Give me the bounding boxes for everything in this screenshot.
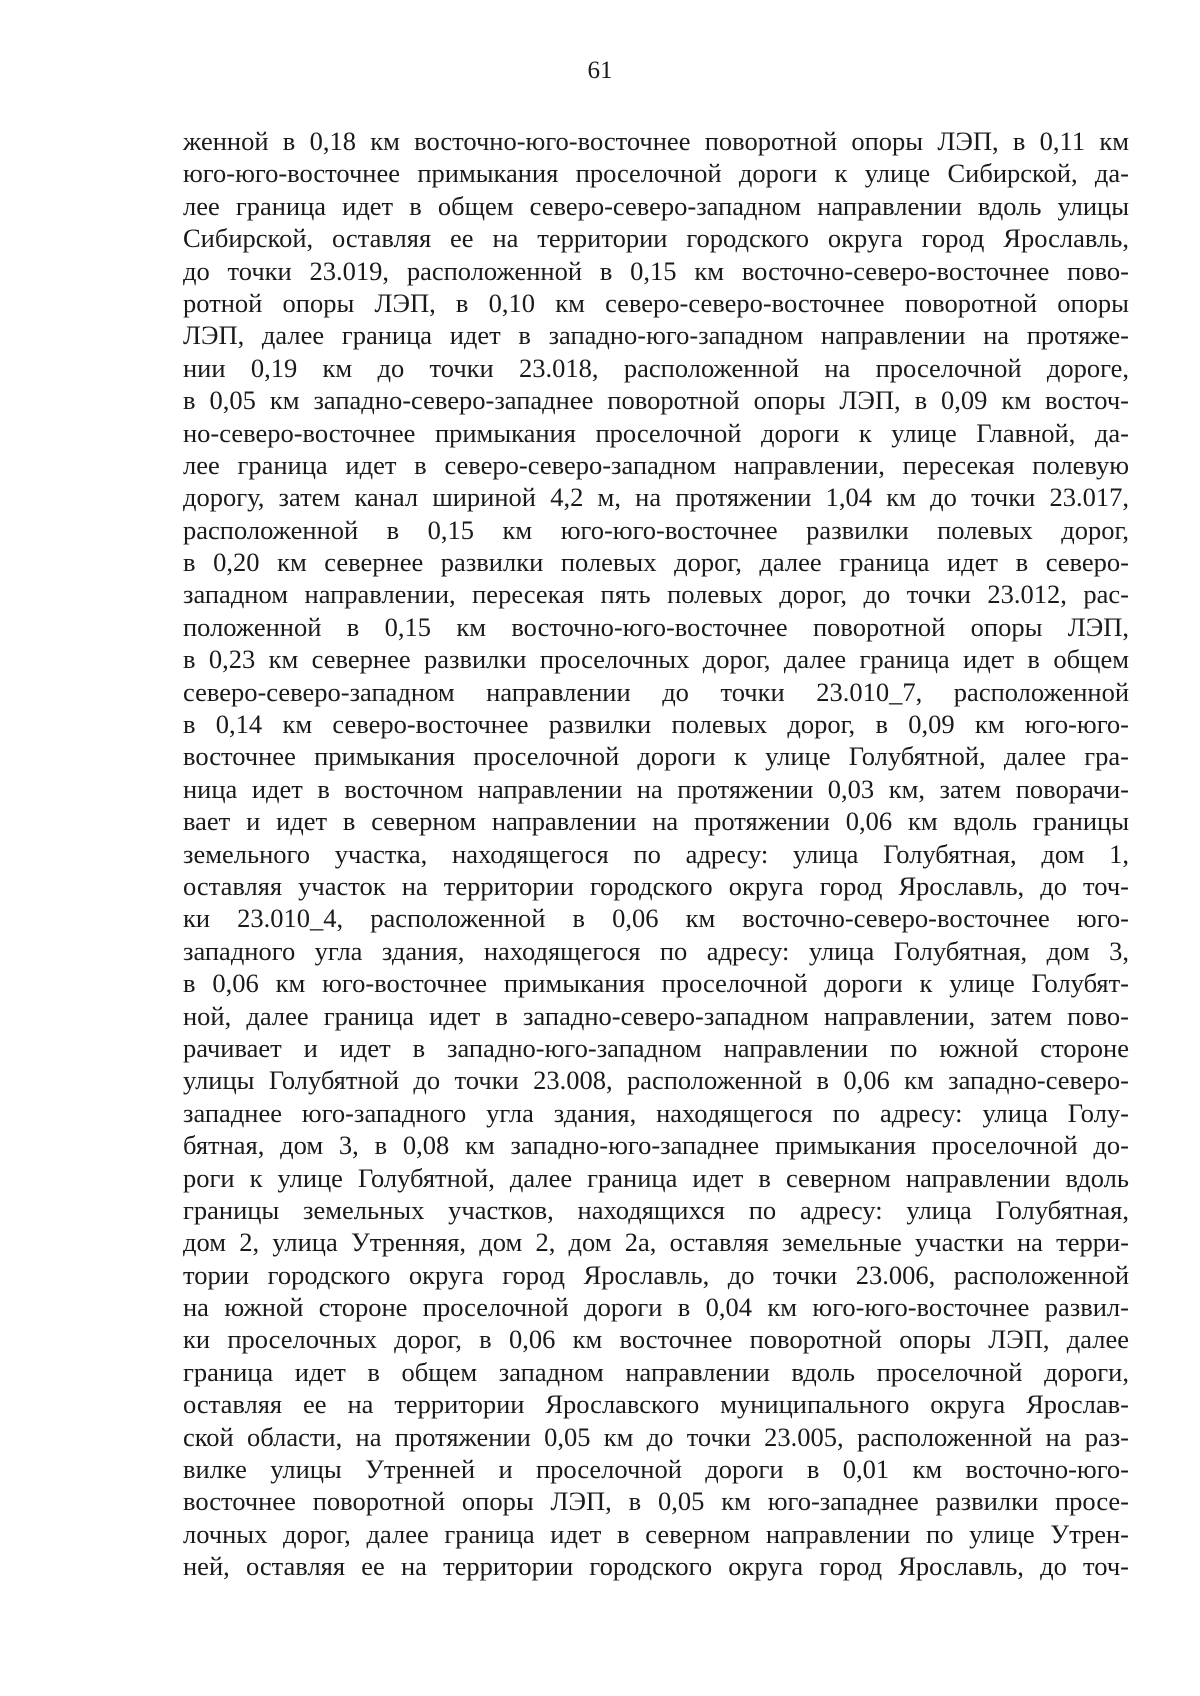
text-line: земельного участка, находящегося по адресу: улица Голубятная, дом 1, — [183, 838, 1129, 869]
text-line: западного угла здания, находящегося по адресу: улица Голубятная, дом 3, — [183, 935, 1129, 966]
text-line: вает и идет в северном направлении на протяжении 0,06 км вдоль границы — [183, 806, 1129, 837]
text-line: рачивает и идет в западно-юго-западном направлении по южной стороне — [183, 1032, 1129, 1063]
body-text — [183, 125, 1129, 1583]
text-line: на южной стороне проселочной дороги в 0,04 км юго-юго-восточнее развил- — [183, 1292, 1129, 1323]
text-line: до точки 23.019, расположенной в 0,15 км восточно-северо-восточнее пово- — [183, 255, 1129, 286]
text-line: бятная, дом 3, в 0,08 км западно-юго-западнее примыкания проселочной до- — [183, 1130, 1129, 1161]
text-line: вилке улицы Утренней и проселочной дороги в 0,01 км восточно-юго- — [183, 1454, 1129, 1485]
text-line: ки проселочных дорог, в 0,06 км восточнее поворотной опоры ЛЭП, далее — [183, 1324, 1129, 1355]
text-line: дорогу, затем канал шириной 4,2 м, на протяжении 1,04 км до точки 23.017, — [183, 482, 1129, 513]
text-line: в 0,06 км юго-восточнее примыкания проселочной дороги к улице Голубят- — [183, 968, 1129, 999]
text-line: ской области, на протяжении 0,05 км до точки 23.005, расположенной на раз- — [183, 1421, 1129, 1452]
text-line: тории городского округа город Ярославль, до точки 23.006, расположенной — [183, 1259, 1129, 1290]
text-line: лее граница идет в общем северо-северо-западном направлении вдоль улицы — [183, 190, 1129, 221]
text-line: ротной опоры ЛЭП, в 0,10 км северо-северо-восточнее поворотной опоры — [183, 287, 1129, 318]
page-number: 61 — [587, 57, 613, 84]
text-line: положенной в 0,15 км восточно-юго-восточнее поворотной опоры ЛЭП, — [183, 611, 1129, 642]
text-line: женной в 0,18 км восточно-юго-восточнее поворотной опоры ЛЭП, в 0,11 км — [183, 126, 1129, 156]
text-line: нии 0,19 км до точки 23.018, расположенной на проселочной дороге, — [183, 352, 1129, 383]
text-line: границы земельных участков, находящихся по адресу: улица Голубятная, — [183, 1194, 1129, 1225]
text-line: восточнее поворотной опоры ЛЭП, в 0,05 км юго-западнее развилки просе- — [183, 1486, 1129, 1517]
text-line: западнее юго-западного угла здания, находящегося по адресу: улица Голу- — [183, 1097, 1129, 1128]
text-line: восточнее примыкания проселочной дороги к улице Голубятной, далее гра- — [183, 741, 1129, 772]
text-line: ница идет в восточном направлении на протяжении 0,03 км, затем поворачи- — [183, 773, 1129, 804]
text-line: в 0,23 км севернее развилки проселочных дорог, далее граница идет в общем — [183, 644, 1129, 675]
text-line: лочных дорог, далее граница идет в северном направлении по улице Утрен- — [183, 1518, 1129, 1549]
text-line: дом 2, улица Утренняя, дом 2, дом 2а, оставляя земельные участки на терри- — [183, 1227, 1129, 1258]
text-line: в 0,20 км севернее развилки полевых дорог, далее граница идет в северо- — [183, 547, 1129, 578]
text-line: улицы Голубятной до точки 23.008, расположенной в 0,06 км западно-северо- — [183, 1065, 1129, 1096]
text-line: граница идет в общем западном направлении вдоль проселочной дороги, — [183, 1356, 1129, 1387]
text-line: Сибирской, оставляя ее на территории городского округа город Ярославль, — [183, 223, 1129, 254]
text-line: лее граница идет в северо-северо-западном направлении, пересекая полевую — [183, 449, 1129, 480]
text-line: оставляя ее на территории Ярославского муниципального округа Ярослав- — [183, 1389, 1129, 1420]
text-line: оставляя участок на территории городского округа город Ярославль, до точ- — [183, 870, 1129, 901]
text-line: ЛЭП, далее граница идет в западно-юго-западном направлении на протяже- — [183, 320, 1129, 351]
text-line: но-северо-восточнее примыкания проселочной дороги к улице Главной, да- — [183, 417, 1129, 448]
text-line: ки 23.010_4, расположенной в 0,06 км восточно-северо-восточнее юго- — [183, 903, 1129, 934]
text-line: западном направлении, пересекая пять полевых дорог, до точки 23.012, рас- — [183, 579, 1129, 610]
text-line: расположенной в 0,15 км юго-юго-восточнее развилки полевых дорог, — [183, 514, 1129, 545]
text-line: северо-северо-западном направлении до точки 23.010_7, расположенной — [183, 676, 1129, 707]
text-line: роги к улице Голубятной, далее граница идет в северном направлении вдоль — [183, 1162, 1129, 1193]
text-line: юго-юго-восточнее примыкания проселочной дороги к улице Сибирской, да- — [183, 158, 1129, 189]
text-line: ной, далее граница идет в западно-северо-западном направлении, затем пово- — [183, 1000, 1129, 1031]
text-line: в 0,14 км северо-восточнее развилки полевых дорог, в 0,09 км юго-юго- — [183, 709, 1129, 740]
text-line: ней, оставляя ее на территории городского округа город Ярославль, до точ- — [183, 1551, 1129, 1582]
text-line: в 0,05 км западно-северо-западнее поворотной опоры ЛЭП, в 0,09 км восточ- — [183, 385, 1129, 416]
